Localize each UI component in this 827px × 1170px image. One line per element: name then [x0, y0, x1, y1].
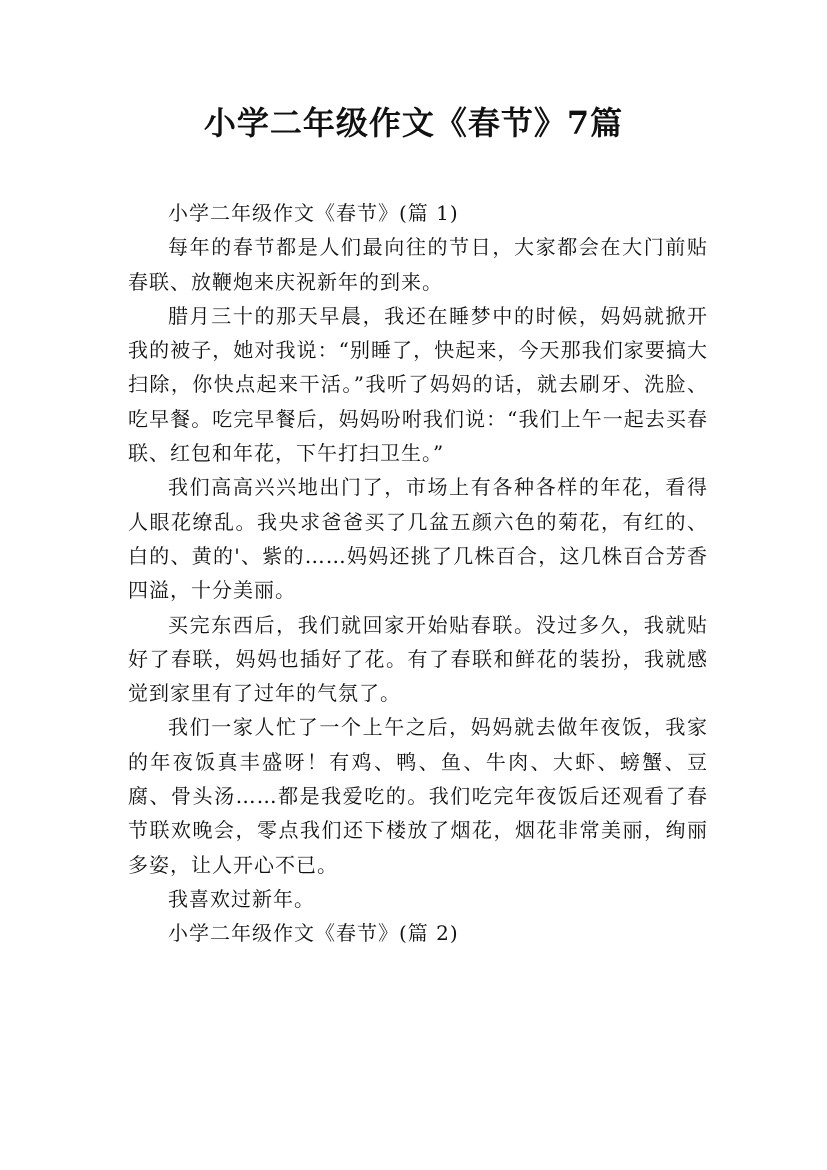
document-title: 小学二年级作文《春节》7篇 [203, 104, 624, 142]
paragraph: 我们高高兴兴地出门了，市场上有各种各样的年花，看得人眼花缭乱。我央求爸爸买了几盆五颜六色的菊花，有红的、白的、黄的'、紫的……妈妈还挑了几株百合，这几株百合芳香四溢，十分美丽。 [128, 475, 708, 603]
section-heading-2: 小学二年级作文《春节》(篇 2) [168, 921, 459, 946]
paragraph: 每年的春节都是人们最向往的节日，大家都会在大门前贴春联、放鞭炮来庆祝新年的到来。 [128, 235, 708, 294]
paragraph: 我们一家人忙了一个上午之后，妈妈就去做年夜饭，我家的年夜饭真丰盛呀！有鸡、鸭、鱼、牛肉、大虾、螃蟹、豆腐、骨头汤……都是我爱吃的。我们吃完年夜饭后还观看了春节联欢晚会，零点我们还下楼放了烟花，烟花非常美丽，绚丽多姿，让人开心不已。 [128, 715, 708, 877]
paragraph: 买完东西后，我们就回家开始贴春联。没过多久，我就贴好了春联，妈妈也插好了花。有了春联和鲜花的装扮，我就感觉到家里有了过年的气氛了。 [128, 612, 708, 706]
document-body [128, 196, 708, 951]
section-heading-1: 小学二年级作文《春节》(篇 1) [168, 201, 459, 225]
paragraph: 腊月三十的那天早晨，我还在睡梦中的时候，妈妈就掀开我的被子，她对我说：“别睡了，快起来，今天那我们家要搞大扫除，你快点起来干活。”我听了妈妈的话，就去刷牙、洗脸、吃早餐。吃完早餐后，妈妈吩咐我们说：“我们上午一起去买春联、红包和年花，下午打扫卫生。” [128, 303, 708, 466]
paragraph: 我喜欢过新年。 [168, 886, 315, 911]
